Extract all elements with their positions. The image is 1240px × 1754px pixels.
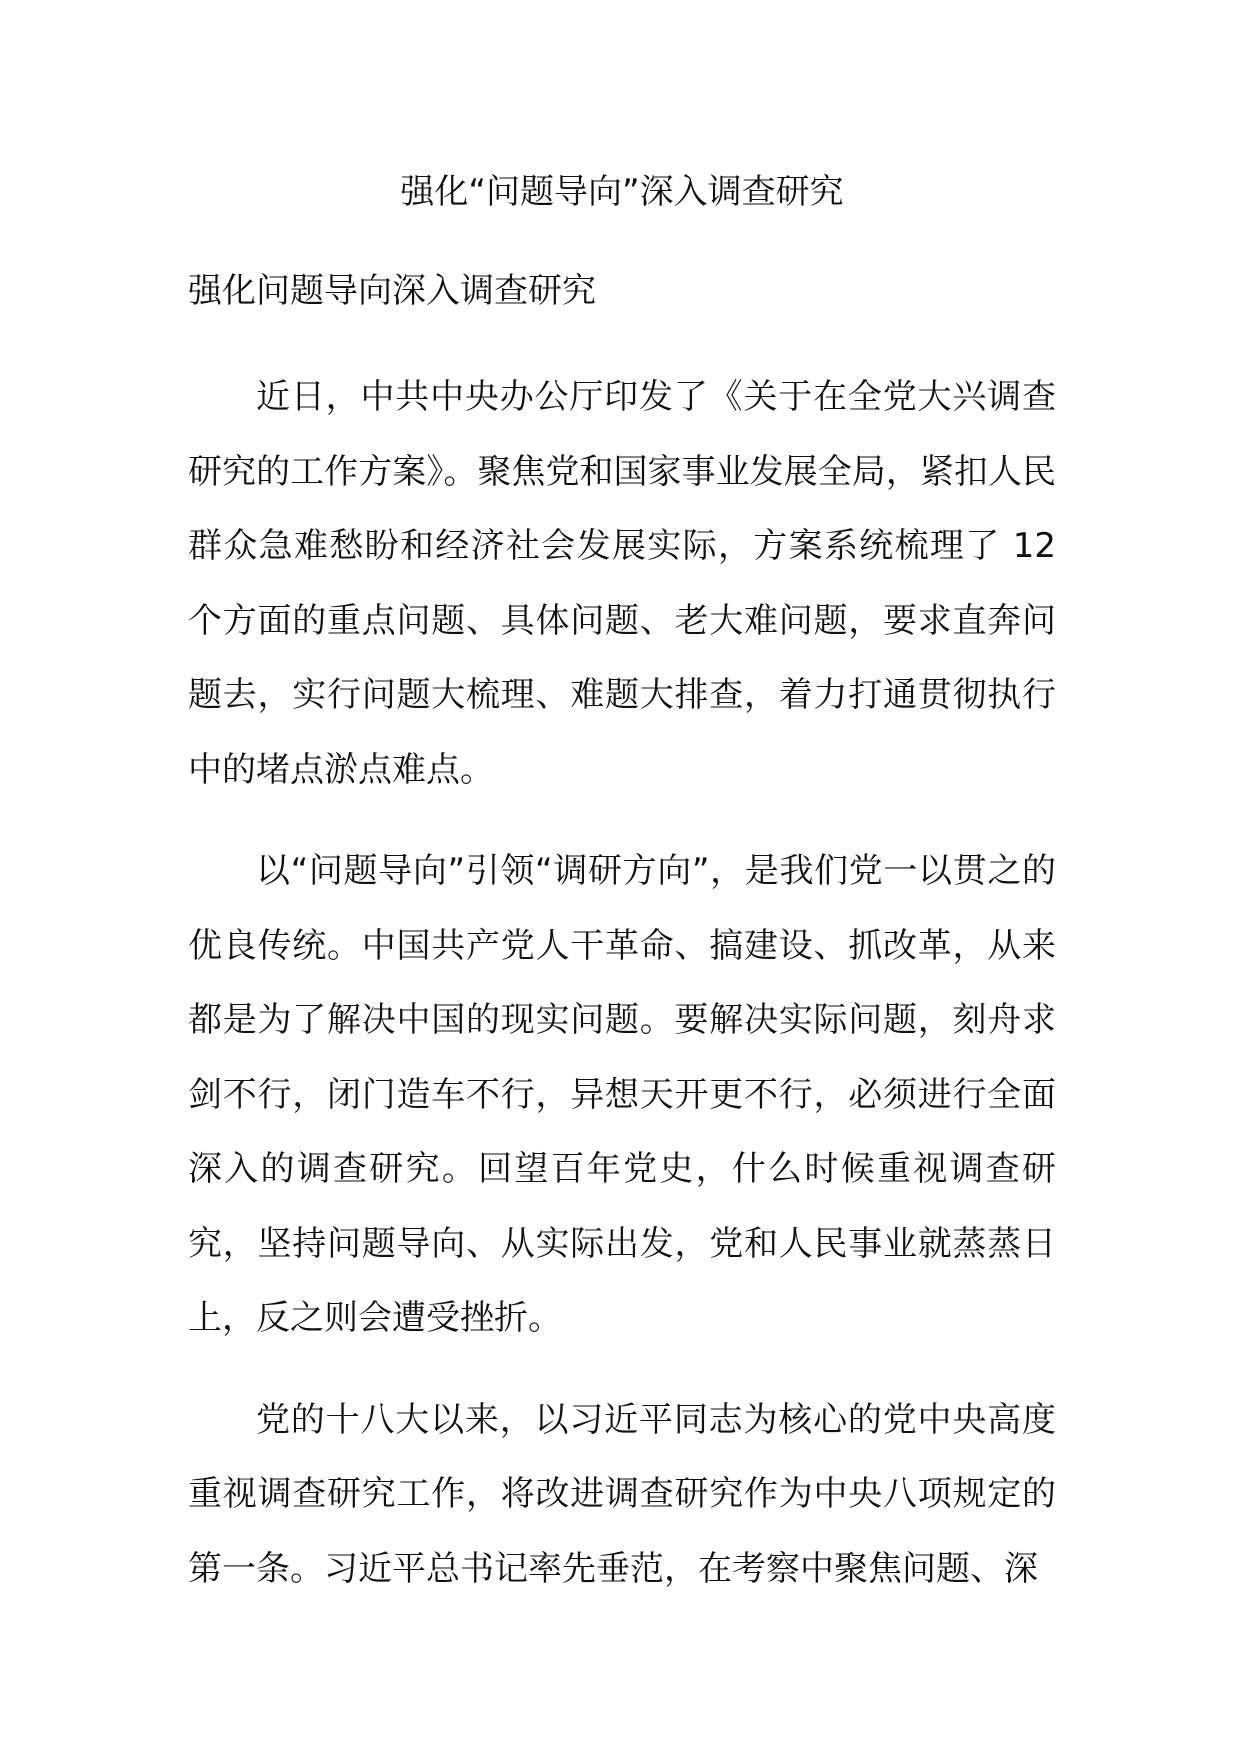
paragraph-2: 以“问题导向”引领“调研方向”，是我们党一以贯之的优良传统。中国共产党人干革命、搞建设、抓改革，从来都是为了解决中国的现实问题。要解决实际问题，刻舟求剑不行，闭门造车不行，异想天开更不行，必须进行全面深入的调查研究。回望百年党史，什么时候重视调查研究，坚持问题导向、从实际出发，党和人民事业就蒸蒸日上，反之则会遭受挫折。	[188, 851, 1056, 1338]
document-subtitle: 强化问题导向深入调查研究	[188, 271, 596, 311]
paragraph-1: 近日，中共中央办公厅印发了《关于在全党大兴调查研究的工作方案》。聚焦党和国家事业发展全局，紧扣人民群众急难愁盼和经济社会发展实际，方案系统梳理了 12 个方面的重点问题、具体问题、老大难问题，要求直奔问题去，实行问题大梳理、难题大排查，着力打通贯彻执行中的堵点淤点难点。	[188, 377, 1056, 790]
document-body	[188, 360, 1056, 1633]
document-title: 强化“问题导向”深入调查研究	[400, 172, 844, 212]
paragraph-3: 党的十八大以来，以习近平同志为核心的党中央高度重视调查研究工作，将改进调查研究作为中央八项规定的第一条。习近平总书记率先垂范，在考察中聚焦问题、深	[188, 1399, 1056, 1589]
